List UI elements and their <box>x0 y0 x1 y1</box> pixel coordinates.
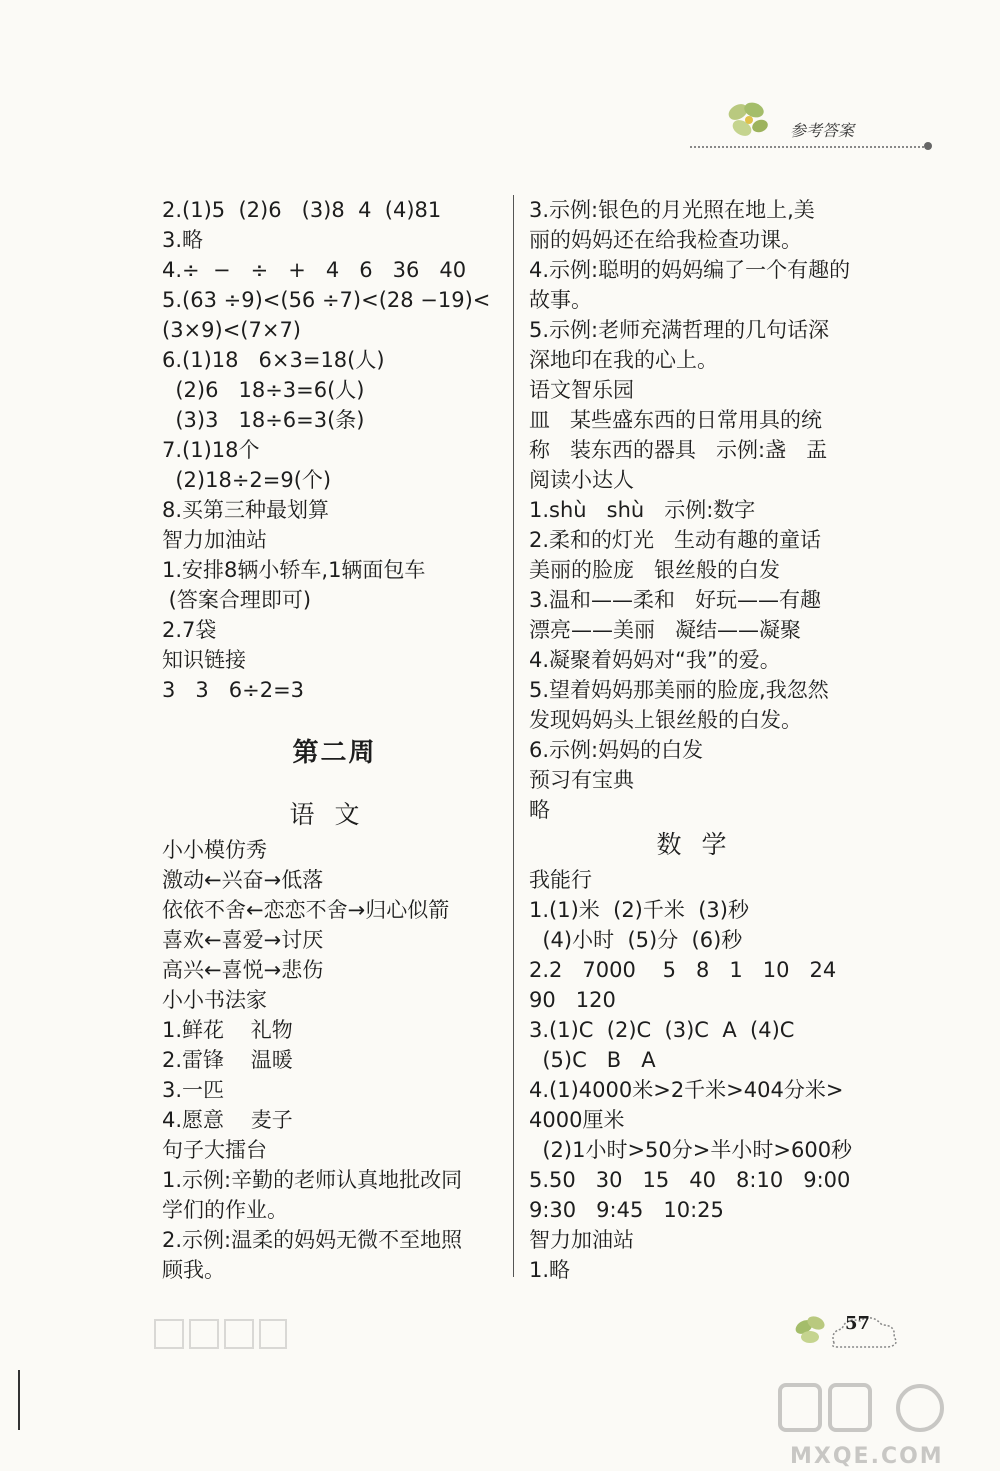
answer-line: 5.示例:老师充满哲理的几句话深 <box>529 318 830 342</box>
page-footer <box>790 1305 910 1355</box>
answer-line: 激动←兴奋→低落 <box>162 868 324 892</box>
answer-line: 2.示例:温柔的妈妈无微不至地照 <box>162 1228 463 1252</box>
answer-line: 4.愿意 麦子 <box>162 1108 293 1132</box>
answer-line: 3.一匹 <box>162 1078 225 1102</box>
answer-line: (2)1小时>50分>半小时>600秒 <box>529 1138 853 1162</box>
clover-icon <box>720 98 780 144</box>
subject-title: 数学 <box>656 830 747 859</box>
left-column <box>162 195 507 1285</box>
answer-line: 4.示例:聪明的妈妈编了一个有趣的 <box>529 258 851 282</box>
answer-line: (5)C B A <box>529 1048 656 1072</box>
section-heading: 阅读小达人 <box>529 468 634 492</box>
answer-line: 称 装东西的器具 示例:盏 盂 <box>529 438 828 462</box>
answer-line: 顾我。 <box>162 1258 225 1282</box>
answer-line: 9:30 9:45 10:25 <box>529 1198 724 1222</box>
answer-line: 1.(1)米 (2)千米 (3)秒 <box>529 898 749 922</box>
answer-line: 90 120 <box>529 988 616 1012</box>
section-heading: 知识链接 <box>162 648 246 672</box>
answer-line: 2.2 7000 5 8 1 10 24 <box>529 958 837 982</box>
answer-line: 5.(63 ÷9)<(56 ÷7)<(28 −19)< <box>162 288 491 312</box>
answer-line: (2)6 18÷3=6(人) <box>162 378 365 402</box>
answer-line: 3.示例:银色的月光照在地上,美 <box>529 198 815 222</box>
header-dot <box>924 142 932 150</box>
answer-line: 3.略 <box>162 228 204 252</box>
answer-line: 2.7袋 <box>162 618 217 642</box>
answer-line: 2.雷锋 温暖 <box>162 1048 293 1072</box>
answer-line: 5.50 30 15 40 8:10 9:00 <box>529 1168 851 1192</box>
section-heading: 小小模仿秀 <box>162 838 267 862</box>
answer-line: 1.shù shù 示例:数字 <box>529 498 756 522</box>
answer-line: 丽的妈妈还在给我检查功课。 <box>529 228 802 252</box>
watermark <box>770 1380 980 1470</box>
answer-line: 略 <box>529 798 550 822</box>
page-number: 57 <box>845 1313 871 1334</box>
column-divider <box>513 195 514 1277</box>
margin-mark <box>18 1370 20 1430</box>
section-heading: 预习有宝典 <box>529 768 634 792</box>
answer-line: 8.买第三种最划算 <box>162 498 330 522</box>
answer-line: 深地印在我的心上。 <box>529 348 718 372</box>
answer-line: 4.÷ − ÷ + 4 6 36 40 <box>162 258 467 282</box>
answer-line: 4.凝聚着妈妈对“我”的爱。 <box>529 648 781 672</box>
section-heading: 语文智乐园 <box>529 378 634 402</box>
header-label: 参考答案 <box>790 121 855 140</box>
answer-line: 故事。 <box>529 288 592 312</box>
watermark-logo-icon <box>770 1380 980 1440</box>
answer-line: 3.(1)C (2)C (3)C A (4)C <box>529 1018 795 1042</box>
answer-line: 高兴←喜悦→悲伤 <box>162 958 324 982</box>
answer-line: 1.安排8辆小轿车,1辆面包车 <box>162 558 426 582</box>
answer-line: 2.(1)5 (2)6 (3)8 4 (4)81 <box>162 198 442 222</box>
answer-line: 喜欢←喜爱→讨厌 <box>162 928 324 952</box>
answer-line: 4.(1)4000米>2千米>404分米> <box>529 1078 844 1102</box>
answer-line: 3.温和——柔和 好玩——有趣 <box>529 588 822 612</box>
section-heading: 句子大擂台 <box>162 1138 267 1162</box>
section-heading: 智力加油站 <box>529 1228 634 1252</box>
header-rule <box>690 146 928 148</box>
section-heading: 智力加油站 <box>162 528 267 552</box>
answer-line: 3 3 6÷2=3 <box>162 678 305 702</box>
answer-line: (3)3 18÷6=3(条) <box>162 408 365 432</box>
answer-line: (3×9)<(7×7) <box>162 318 302 342</box>
answer-line: 学们的作业。 <box>162 1198 288 1222</box>
answer-line: 皿 某些盛东西的日常用具的统 <box>529 408 823 432</box>
answer-line: 1.示例:辛勤的老师认真地批改同 <box>162 1168 463 1192</box>
answer-line: 7.(1)18个 <box>162 438 260 462</box>
watermark-text: MXQE.COM <box>790 1444 944 1469</box>
answer-line: 6.(1)18 6×3=18(人) <box>162 348 385 372</box>
answer-line: (4)小时 (5)分 (6)秒 <box>529 928 743 952</box>
answer-line: 美丽的脸庞 银丝般的白发 <box>529 558 781 582</box>
answer-line: 发现妈妈头上银丝般的白发。 <box>529 708 802 732</box>
faded-stamp-icon <box>150 1310 290 1360</box>
answer-line: 1.鲜花 礼物 <box>162 1018 293 1042</box>
answer-line: 2.柔和的灯光 生动有趣的童话 <box>529 528 822 552</box>
answer-line: 5.望着妈妈那美丽的脸庞,我忽然 <box>529 678 829 702</box>
answer-line: 1.略 <box>529 1258 571 1282</box>
answer-line: 4000厘米 <box>529 1108 625 1132</box>
answer-line: 漂亮——美丽 凝结——凝聚 <box>529 618 802 642</box>
subject-title: 语文 <box>289 800 380 829</box>
page-header <box>690 96 940 156</box>
answer-line: (2)18÷2=9(个) <box>162 468 332 492</box>
right-column <box>529 195 874 1285</box>
answer-line: (答案合理即可) <box>162 588 312 612</box>
section-heading: 小小书法家 <box>162 988 267 1012</box>
answer-line: 6.示例:妈妈的白发 <box>529 738 704 762</box>
week-title: 第二周 <box>292 738 377 768</box>
section-heading: 我能行 <box>529 868 592 892</box>
answer-line: 依依不舍←恋恋不舍→归心似箭 <box>162 898 450 922</box>
